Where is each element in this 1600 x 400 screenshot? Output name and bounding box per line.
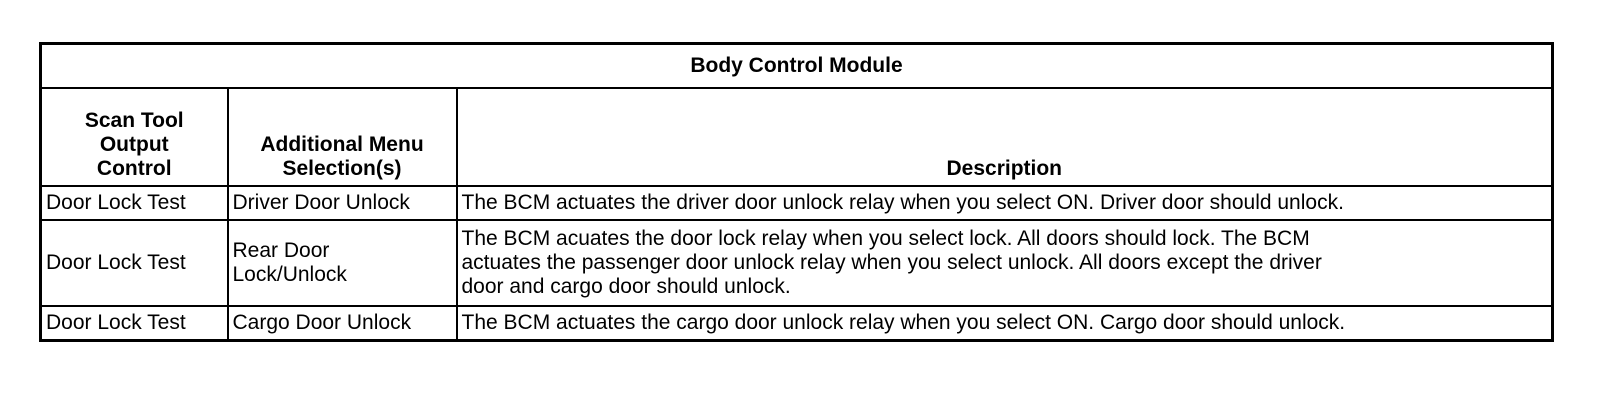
- title-row: [41, 44, 1553, 89]
- output-control-cell: Door Lock Test: [41, 186, 228, 220]
- menu-selection-cell: [228, 220, 457, 306]
- description-cell: [457, 220, 1553, 306]
- header-row: [41, 88, 1553, 186]
- header-line: Selection(s): [282, 157, 402, 180]
- header-additional-menu-selections: [228, 88, 457, 186]
- description-line: The BCM acuates the door lock relay when you select lock. All doors should lock. The BCM: [461, 227, 1310, 250]
- output-control-cell: Door Lock Test: [41, 220, 228, 306]
- header-line: Output: [99, 133, 169, 156]
- description-cell: The BCM actuates the driver door unlock relay when you select ON. Driver door should unlock.: [457, 186, 1553, 220]
- table-row: [41, 220, 1553, 306]
- menu-selection-line: Lock/Unlock: [232, 263, 347, 286]
- description-cell: The BCM actuates the cargo door unlock relay when you select ON. Cargo door should unlock.: [457, 306, 1553, 341]
- header-line: Additional Menu: [260, 133, 424, 156]
- description-line: door and cargo door should unlock.: [461, 275, 791, 298]
- table-title: Body Control Module: [41, 44, 1553, 89]
- header-line: Scan Tool: [84, 109, 184, 132]
- body-control-module-table: [39, 42, 1554, 342]
- menu-selection-cell: Cargo Door Unlock: [228, 306, 457, 341]
- output-control-cell: Door Lock Test: [41, 306, 228, 341]
- description-line: actuates the passenger door unlock relay when you select unlock. All doors except the driver: [461, 251, 1322, 274]
- table-row: [41, 186, 1553, 220]
- header-line: Control: [96, 157, 172, 180]
- header-scan-tool-output-control: [41, 88, 228, 186]
- menu-selection-line: Rear Door: [232, 239, 330, 262]
- table-row: [41, 306, 1553, 341]
- menu-selection-cell: Driver Door Unlock: [228, 186, 457, 220]
- header-description: Description: [457, 88, 1553, 186]
